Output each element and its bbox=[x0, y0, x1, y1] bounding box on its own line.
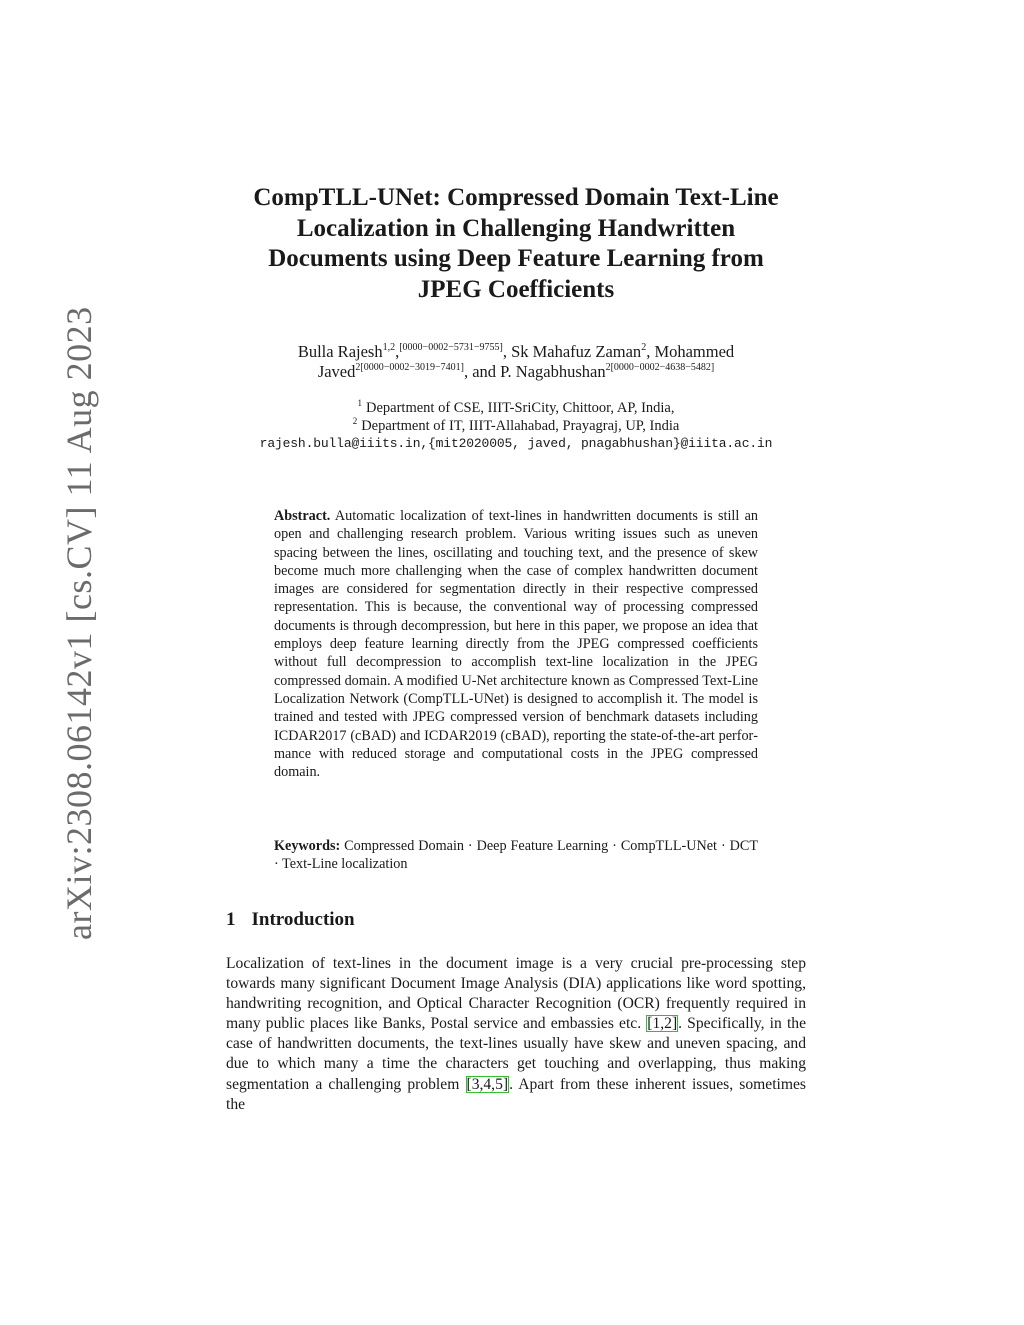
affiliations bbox=[226, 399, 806, 453]
author-affil-mark: 1,2 bbox=[382, 342, 396, 353]
abstract-label: Abstract. bbox=[274, 508, 331, 524]
keywords-text: Compressed Domain · Deep Feature Learning · CompTLL-UNet · DCT · Text-Line localization bbox=[274, 838, 758, 873]
abstract bbox=[274, 507, 758, 781]
citation-link[interactable]: [1,2] bbox=[647, 1015, 678, 1033]
citation-link[interactable]: [3,4,5] bbox=[466, 1075, 509, 1093]
title-line: JPEG Coefficients bbox=[417, 275, 615, 303]
intro-text: . Apart from these inherent issues, sometimes the bbox=[226, 1075, 806, 1113]
section-number: 1 bbox=[226, 909, 236, 930]
title-line: Documents using Deep Feature Learning from bbox=[268, 245, 764, 272]
affiliation-line bbox=[226, 399, 806, 417]
affiliation-text: Department of IT, IIIT-Allahabad, Prayagraj, UP, India bbox=[361, 418, 680, 434]
intro-text: Localization of text-lines in the document image is a very crucial pre-processing step towards many significant Document Image Analysis (DIA) applications like word spotting, handwriting recognition, and Optical Character Recognition (OCR) frequently required in many public places like Banks, Postal service and embassies etc. bbox=[226, 955, 806, 1033]
title-line: CompTLL-UNet: Compressed Domain Text-Line bbox=[253, 184, 779, 211]
author-name: , Sk Mahafuz Zaman bbox=[502, 342, 642, 361]
author-emails[interactable]: rajesh.bulla@iiits.in,{mit2020005, javed, pnagabhushan}@iiita.ac.in bbox=[259, 436, 773, 451]
title-line: Localization in Challenging Handwritten bbox=[296, 214, 736, 242]
author-name: , Mohammed bbox=[646, 342, 735, 361]
author-orcid: [0000−0002−5731−9755] bbox=[399, 342, 503, 353]
abstract-text: Automatic localization of text-lines in handwritten documents is still an open and challenging research problem. Various writing issues such as uneven spacing between the lines, oscillating and touching text, and the presence of skew become much more challenging when the case of complex handwritten document images are considered for segmentation directly in their respective compressed representation. This is because, the conventional way of processing compressed documents is through decompression, but here in this paper, we propose an idea that employs deep feature learning directly from the JPEG compressed coefficients without full decompression to accomplish text-line localization in the JPEG compressed domain. A modified U-Net architecture known as Compressed Text-Line Localization Network (CompTLL-UNet) is designed to accomplish it. The model is trained and tested with JPEG compressed version of benchmark datasets including ICDAR2017 (cBAD) and ICDAR2019 (cBAD), reporting the state-of-the-art performance with reduced storage and computational costs in the JPEG compressed domain. bbox=[274, 508, 759, 781]
affiliation-line bbox=[226, 417, 806, 435]
author-name: Javed bbox=[317, 361, 356, 381]
section-title: Introduction bbox=[251, 909, 355, 930]
affiliation-mark: 1 bbox=[357, 398, 363, 408]
author-affil-mark: 2 bbox=[605, 361, 611, 373]
arxiv-sidebar bbox=[0, 0, 99, 1325]
author-orcid: [0000−0002−4638−5482] bbox=[610, 361, 715, 373]
section-heading bbox=[226, 909, 355, 931]
arxiv-identifier: arXiv:2308.06142v1 [cs.CV] 11 Aug 2023 bbox=[59, 306, 99, 940]
author-affil-mark: 2 bbox=[355, 361, 361, 373]
author-orcid: [0000−0002−3019−7401] bbox=[360, 361, 464, 373]
author-name: Bulla Rajesh bbox=[297, 342, 383, 361]
author-list: Bulla Rajesh$^{1,2}$,[0000−0002−5731−9755], Sk Mahafuz Zaman$^2$, Mohammed Javed$^{2[0000-0002-3019-7401]}$, and P. Nagabhushan$^{2[0000-0002-4638-5482]}$ bbox=[297, 342, 735, 381]
affiliation-mark: 2 bbox=[352, 416, 358, 426]
author-affil-mark: 2 bbox=[641, 342, 647, 353]
introduction-paragraph bbox=[226, 954, 806, 1115]
keywords-label: Keywords: bbox=[274, 838, 341, 854]
intro-text: . Specifically, in the case of handwritten documents, the text-lines usually have skew and uneven spacing, and due to which many a time the characters get touching and overlapping, thus making segmentation a challenging problem bbox=[226, 1015, 806, 1093]
paper-title bbox=[226, 183, 806, 305]
keywords bbox=[274, 837, 758, 874]
author-name: , and P. Nagabhushan bbox=[463, 361, 606, 381]
affiliation-text: Department of CSE, IIIT-SriCity, Chittoor, AP, India, bbox=[366, 400, 675, 416]
